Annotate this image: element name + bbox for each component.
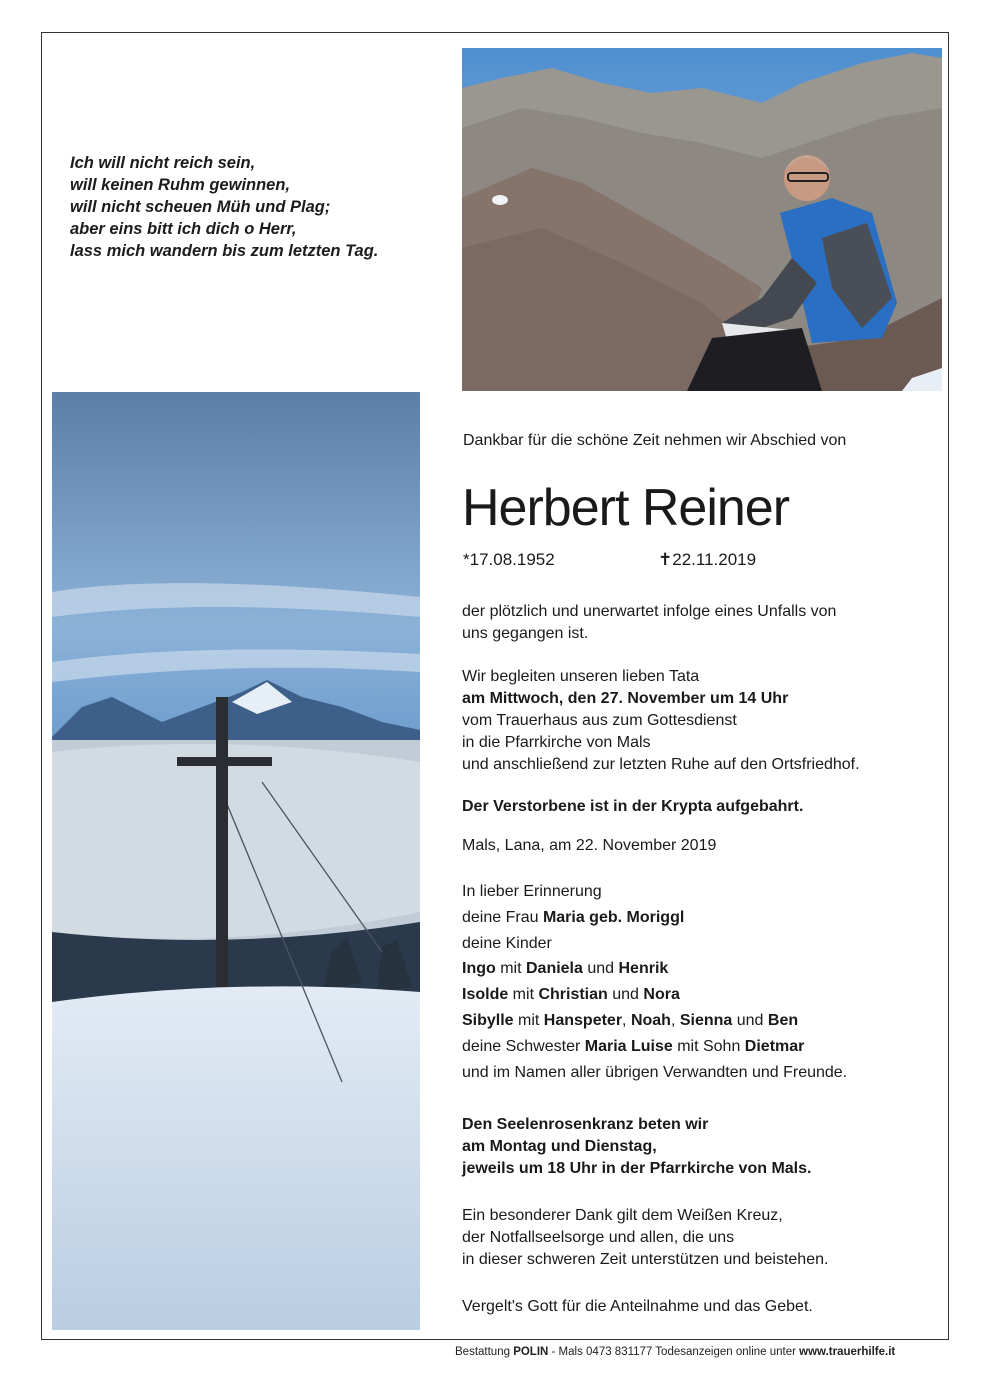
text-line: der Notfallseelsorge und allen, die uns <box>462 1229 735 1246</box>
gratitude-line: Vergelt's Gott für die Anteilnahme und das Gebet. <box>462 1298 813 1315</box>
text-line: in dieser schweren Zeit unterstützen und beistehen. <box>462 1251 829 1268</box>
text-line: deine Kinder <box>462 934 552 952</box>
poem-line: aber eins bitt ich dich o Herr, <box>70 220 297 238</box>
text-line: der plötzlich und unerwartet infolge eines Unfalls von <box>462 603 837 620</box>
poem-line: will keinen Ruhm gewinnen, <box>70 176 291 194</box>
text-line: vom Trauerhaus aus zum Gottesdienst <box>462 712 737 729</box>
text-line: jeweils um 18 Uhr in der Pfarrkirche von Mals. <box>462 1160 812 1177</box>
text-line: Wir begleiten unseren lieben Tata <box>462 668 700 685</box>
text-line: und im Namen aller übrigen Verwandten und Freunde. <box>462 1063 848 1081</box>
crypt-note: Der Verstorbene ist in der Krypta aufgebahrt. <box>462 798 804 815</box>
text-line: in die Pfarrkirche von Mals <box>462 734 651 751</box>
website-link[interactable]: www.trauerhilfe.it <box>799 1346 896 1358</box>
text-line: uns gegangen ist. <box>462 625 589 642</box>
family-line: deine Frau Maria geb. Moriggl <box>462 908 685 926</box>
family-line: Isolde mit Christian und Nora <box>462 986 680 1004</box>
text-line: Den Seelenrosenkranz beten wir <box>462 1116 709 1133</box>
place-date: Mals, Lana, am 22. November 2019 <box>462 837 717 854</box>
text-line: am Montag und Dienstag, <box>462 1138 657 1155</box>
family-list <box>462 879 847 1085</box>
family-line: deine Schwester Maria Luise mit Sohn Dietmar <box>462 1037 805 1055</box>
portrait-photo <box>462 48 942 391</box>
funeral-text <box>462 666 860 776</box>
thanks-text <box>462 1205 828 1271</box>
passing-text <box>462 601 836 645</box>
life-dates <box>463 550 757 570</box>
family-line: Ingo mit Daniela und Henrik <box>462 960 669 978</box>
poem-line: lass mich wandern bis zum letzten Tag. <box>70 242 379 260</box>
summit-cross-photo <box>52 392 420 1330</box>
poem-line: Ich will nicht reich sein, <box>70 154 256 172</box>
funeral-date: am Mittwoch, den 27. November um 14 Uhr <box>462 690 789 707</box>
text-line: In lieber Erinnerung <box>462 883 602 900</box>
poem <box>70 152 440 262</box>
text-line: Ein besonderer Dank gilt dem Weißen Kreuz, <box>462 1207 783 1224</box>
poem-line: will nicht scheuen Müh und Plag; <box>70 198 331 216</box>
death-date: ✝22.11.2019 <box>658 550 757 569</box>
birth-date: *17.08.1952 <box>463 550 555 569</box>
footer: Bestattung POLIN - Mals 0473 831177 Todesanzeigen online unter www.trauerhilfe.it <box>455 1346 896 1358</box>
text-line: und anschließend zur letzten Ruhe auf den Ortsfriedhof. <box>462 756 860 773</box>
family-line: Sibylle mit Hanspeter, Noah, Sienna und Ben <box>462 1011 799 1029</box>
rosary-text <box>462 1114 811 1180</box>
deceased-name: Herbert Reiner <box>462 479 790 537</box>
farewell-intro: Dankbar für die schöne Zeit nehmen wir Abschied von <box>463 432 847 449</box>
